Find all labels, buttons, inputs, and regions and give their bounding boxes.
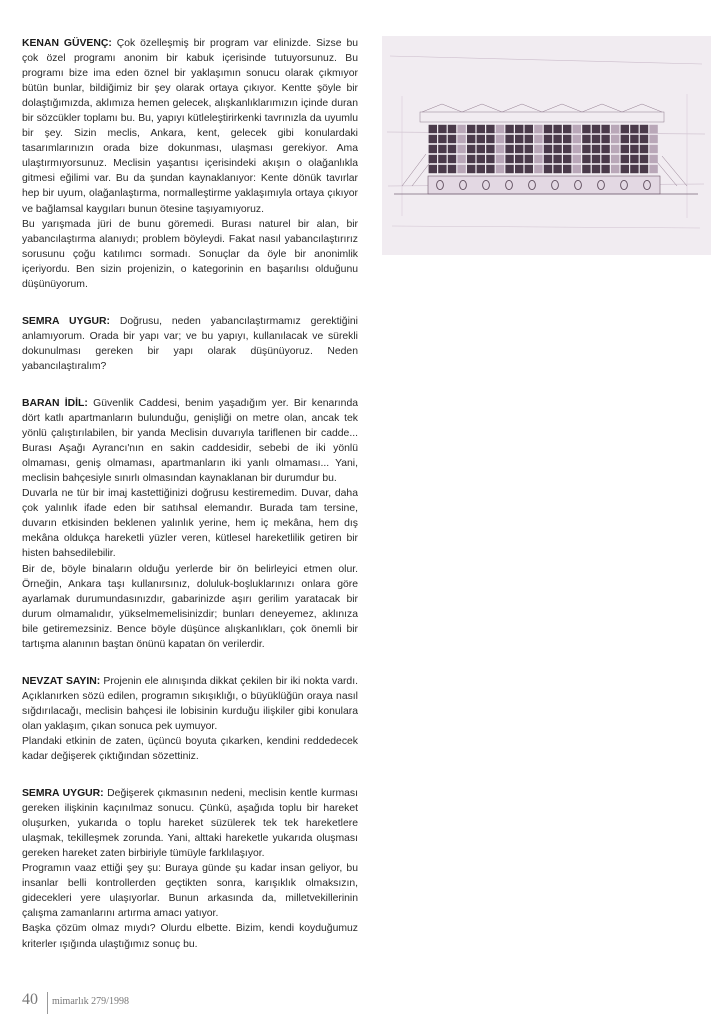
facade-block [544, 145, 552, 153]
facade-block [640, 125, 648, 133]
paragraph: Programın vaaz ettiği şey şu: Buraya günde şu kadar insan geliyor, bu insanlar belli kontrollerden geçtikten sonra, karışıklık olmaksızın, gidecekleri yere ulaşıyorlar. Bunun arkasında da, milletvekillerinin çalışma zamanlarını artırma amacı yatıyor. [22, 863, 358, 920]
section-semra-uygur-2 [22, 786, 358, 952]
facade-block [573, 125, 581, 133]
facade-block [505, 155, 513, 163]
facade-block [621, 135, 629, 143]
facade-block [534, 145, 542, 153]
facade-block [601, 155, 609, 163]
paragraph-text: Güvenlik Caddesi, benim yaşadığım yer. Bir kenarında dört katlı apartmanların bulunduğu, genişliği on metre olan, ancak tek yönlü çalıştırılabilen, bir yanda Meclisin duvarıyla tariflenen bir cadde... Burası Aşağı Ayrancı'nın en sakin caddesidir, sebebi de iki yönlü olmaması, geniş olmaması, apartmanların iki yanlı olmaması... Yani, meclisin bahçesiyle sınırlı olmasından kaynaklanan bir durumdur bu. [22, 397, 359, 485]
facade-block [486, 125, 494, 133]
facade-block [630, 125, 638, 133]
paragraph [22, 36, 358, 217]
facade-block [640, 165, 648, 173]
facade-block [505, 165, 513, 173]
facade-block [505, 125, 513, 133]
paragraph [22, 786, 358, 861]
facade-block [496, 125, 504, 133]
facade-block [582, 165, 590, 173]
facade-block [525, 155, 533, 163]
facade-block [534, 155, 542, 163]
facade-block [601, 145, 609, 153]
facade-block [640, 155, 648, 163]
facade-block [621, 155, 629, 163]
facade-block [438, 135, 446, 143]
facade-block [515, 155, 523, 163]
facade-block [582, 125, 590, 133]
facade-block [467, 145, 475, 153]
facade-block [505, 135, 513, 143]
facade-block [649, 125, 657, 133]
facade-block [573, 145, 581, 153]
facade-block [525, 135, 533, 143]
facade-block [573, 135, 581, 143]
facade-block [611, 155, 619, 163]
facade-block [553, 165, 561, 173]
facade-block [467, 155, 475, 163]
facade-block [601, 165, 609, 173]
facade-block [534, 125, 542, 133]
facade-block [448, 165, 456, 173]
facade-block [563, 155, 571, 163]
facade-block [611, 125, 619, 133]
paragraph: Bir de, böyle binaların olduğu yerlerde bir ön belirleyici etmen olur. Örneğin, Ankara taşı kullanırsınız, doluluk-boşluklarınızı onlara göre ayarlamak durumundasınızdır, gabarinizde aşırı gerilim yaratacak bir durum olmamalıdır, yükselmemelisinizdir; bunları deneyemez, aklınıza bile getiremezsiniz. Bence böyle düşünce alışkanlıkları, çok önemli bir tartışma alanının baştan önünü kapatan ön verilerdir. [22, 563, 358, 650]
facade-block [611, 135, 619, 143]
facade-block [448, 135, 456, 143]
facade-block [544, 155, 552, 163]
facade-block [563, 145, 571, 153]
facade-block [544, 165, 552, 173]
facade-block [563, 135, 571, 143]
paragraph [22, 674, 358, 734]
facade-block [429, 135, 437, 143]
speaker-name: NEVZAT SAYIN: [22, 675, 101, 687]
speaker-name: BARAN İDİL: [22, 397, 88, 409]
facade-elevation-svg [382, 36, 711, 255]
facade-block [582, 135, 590, 143]
facade-block [467, 125, 475, 133]
facade-block [534, 165, 542, 173]
paragraph-text: Doğrusu, neden yabancılaştırmamız gerektiğini anlamıyorum. Orada bir yapı var; ve bu yapıyı, kullanılacak ve sürekli dokunulması gereken bir yapı olarak düşünüyoruz. Neden yabancılaştıralım? [22, 315, 358, 372]
facade-block [611, 145, 619, 153]
paragraph [22, 314, 358, 374]
facade-block [457, 145, 465, 153]
facade-block [496, 135, 504, 143]
facade-block [477, 145, 485, 153]
facade-block [582, 145, 590, 153]
footer-divider [47, 992, 48, 1014]
facade-block [640, 145, 648, 153]
facade-block [429, 145, 437, 153]
facade-block [563, 125, 571, 133]
facade-block [505, 145, 513, 153]
facade-block [621, 125, 629, 133]
facade-block [563, 165, 571, 173]
paragraph-text: Değişerek çıkmasının nedeni, meclisin kentle kurması gereken ilişkinin kaçınılmaz sonucu. Çünkü, aşağıda toplu bir hareket oluşurken, yukarıda o toplu hareket süzülerek tek tek hareketlere ulaşmak, tekilleşmek zorunda. Yani, alttaki hareketle yukarıda oluşması gereken hareket zaten birbiriyle tümüyle farklılaşıyor. [22, 788, 359, 860]
facade-block [438, 145, 446, 153]
paragraph: Başka çözüm olmaz mıydı? Olurdu elbette. Bizim, kendi koyduğumuz kriterler ışığında ulaştığımız sonuç bu. [22, 923, 358, 950]
paragraph-text: Çok özelleşmiş bir program var elinizde. Sizse bu çok özel programı anonim bir kabuk içerisinde tutuyorsunuz. Bu programı bize ima eden öznel bir yaklaşımın sonucu olarak çıkmıyor bütün bunlar, bildiğimiz bir şey olarak ortaya çıkıyor. Kentte şöyle bir dolaştığımızda, aklımıza hemen gelecek, alışkanlıklarımızın içinde duran bir sözcükler toplamı bu. Bu, yapıyı kütleleştirirkenki tavrınızla da uyumlu bir şey. Sizin meclis, Ankara, kent, gelecek gibi konulardaki tasarımlarınızın orada bize dokunması, ulaşması gerekiyor. Ama ulaştırmıyorsunuz. Meclisin yaşantısı içerisindeki akışın o olağanlıkla gitmesi eğilimi var. Bu da şundan kaynaklanıyor: Kente dönük tavırlar hep bir uyum, olağanlaştırma, normalleştirme yaklaşımıyla ortaya çıkıyor ve bağlamsal kaygıları bunun ötesine taşıyamıyoruz. [22, 38, 359, 215]
facade-block [477, 155, 485, 163]
paragraph: Plandaki etkinin de zaten, üçüncü boyuta çıkarken, kendini reddedecek kadar değişerek çıktığından sözettiniz. [22, 735, 358, 763]
facade-block [477, 165, 485, 173]
facade-block [429, 155, 437, 163]
facade-block [525, 145, 533, 153]
facade-block [630, 135, 638, 143]
facade-block [448, 145, 456, 153]
facade-block [525, 125, 533, 133]
facade-block [630, 165, 638, 173]
facade-block [534, 135, 542, 143]
facade-block [515, 165, 523, 173]
article-body [22, 36, 358, 974]
facade-block [630, 155, 638, 163]
facade-block [553, 125, 561, 133]
facade-block [601, 135, 609, 143]
facade-block [621, 145, 629, 153]
facade-block [611, 165, 619, 173]
facade-block [592, 165, 600, 173]
facade-elevation-drawing [382, 36, 711, 255]
facade-block [649, 135, 657, 143]
facade-block [592, 135, 600, 143]
facade-block [601, 125, 609, 133]
facade-block [448, 125, 456, 133]
facade-block [592, 125, 600, 133]
facade-block [477, 125, 485, 133]
facade-block [486, 165, 494, 173]
facade-block [477, 135, 485, 143]
facade-block [457, 125, 465, 133]
facade-block [457, 155, 465, 163]
facade-block [640, 135, 648, 143]
facade-block [496, 155, 504, 163]
facade-block [438, 155, 446, 163]
facade-block [553, 145, 561, 153]
facade-block [544, 135, 552, 143]
facade-block [486, 135, 494, 143]
facade-block [486, 145, 494, 153]
facade-block [525, 165, 533, 173]
facade-block [486, 155, 494, 163]
facade-block [573, 165, 581, 173]
section-kenan-guvenc [22, 36, 358, 292]
section-nevzat-sayin [22, 674, 358, 764]
facade-block [457, 165, 465, 173]
journal-name: mimarlık 279/1998 [52, 996, 129, 1007]
paragraph-text: Projenin ele alınışında dikkat çekilen bir iki nokta vardı. Açıklanırken sözü edilen, programın sıkışıklığı, o büyüklüğün oraya nasıl sığdırılacağı, meclisin bahçesi ile lobisinin kurduğu ilişkiler gibi konulara olan yaklaşım, çıkan sonuca pek uymuyor. [22, 675, 358, 732]
section-baran-idil [22, 396, 358, 652]
speaker-name: SEMRA UYGUR: [22, 788, 104, 800]
facade-block [649, 145, 657, 153]
facade-block [438, 165, 446, 173]
facade-block [467, 135, 475, 143]
speaker-name: KENAN GÜVENÇ: [22, 38, 112, 49]
page-number: 40 [22, 991, 38, 1008]
facade-block [457, 135, 465, 143]
facade-block [429, 125, 437, 133]
facade-block [515, 135, 523, 143]
facade-block [582, 155, 590, 163]
facade-block [515, 145, 523, 153]
facade-block [553, 155, 561, 163]
facade-block [621, 165, 629, 173]
facade-block [496, 145, 504, 153]
facade-block [553, 135, 561, 143]
facade-block [544, 125, 552, 133]
paragraph: Bu yarışmada jüri de bunu göremedi. Burası naturel bir alan, bir yabancılaştırma alanıydı; problem böyleydi. Fakat nasıl yabancılaştırırız sorusunu çoğu katılımcı sormadı. Sonuçlar da öyle bir anonimlik içeriyordu. Ben sizin projenizin, o kategorinin en başarılısı olduğunu düşünüyorum. [22, 218, 358, 290]
facade-block [515, 125, 523, 133]
facade-block [438, 125, 446, 133]
facade-block [649, 155, 657, 163]
section-semra-uygur-1 [22, 314, 358, 374]
paragraph [22, 396, 358, 486]
paragraph: Duvarla ne tür bir imaj kastettiğinizi doğrusu kestiremedim. Duvar, daha çok yalınlık ifade eden bir satıhsal elemandır. Burada tam tersine, duvarın etkisinden beklenen yalınlık yerine, hem iç mekâna, hem dış mekâna oldukça hareketli yüzler veren, kütlesel hareketlilik getiren bir histen bahsedilebilir. [22, 488, 358, 560]
speaker-name: SEMRA UYGUR: [22, 315, 110, 327]
facade-block [573, 155, 581, 163]
facade-block [496, 165, 504, 173]
facade-block [467, 165, 475, 173]
facade-block [592, 155, 600, 163]
facade-block [592, 145, 600, 153]
facade-block [429, 165, 437, 173]
facade-block [649, 165, 657, 173]
facade-block [448, 155, 456, 163]
facade-block [630, 145, 638, 153]
